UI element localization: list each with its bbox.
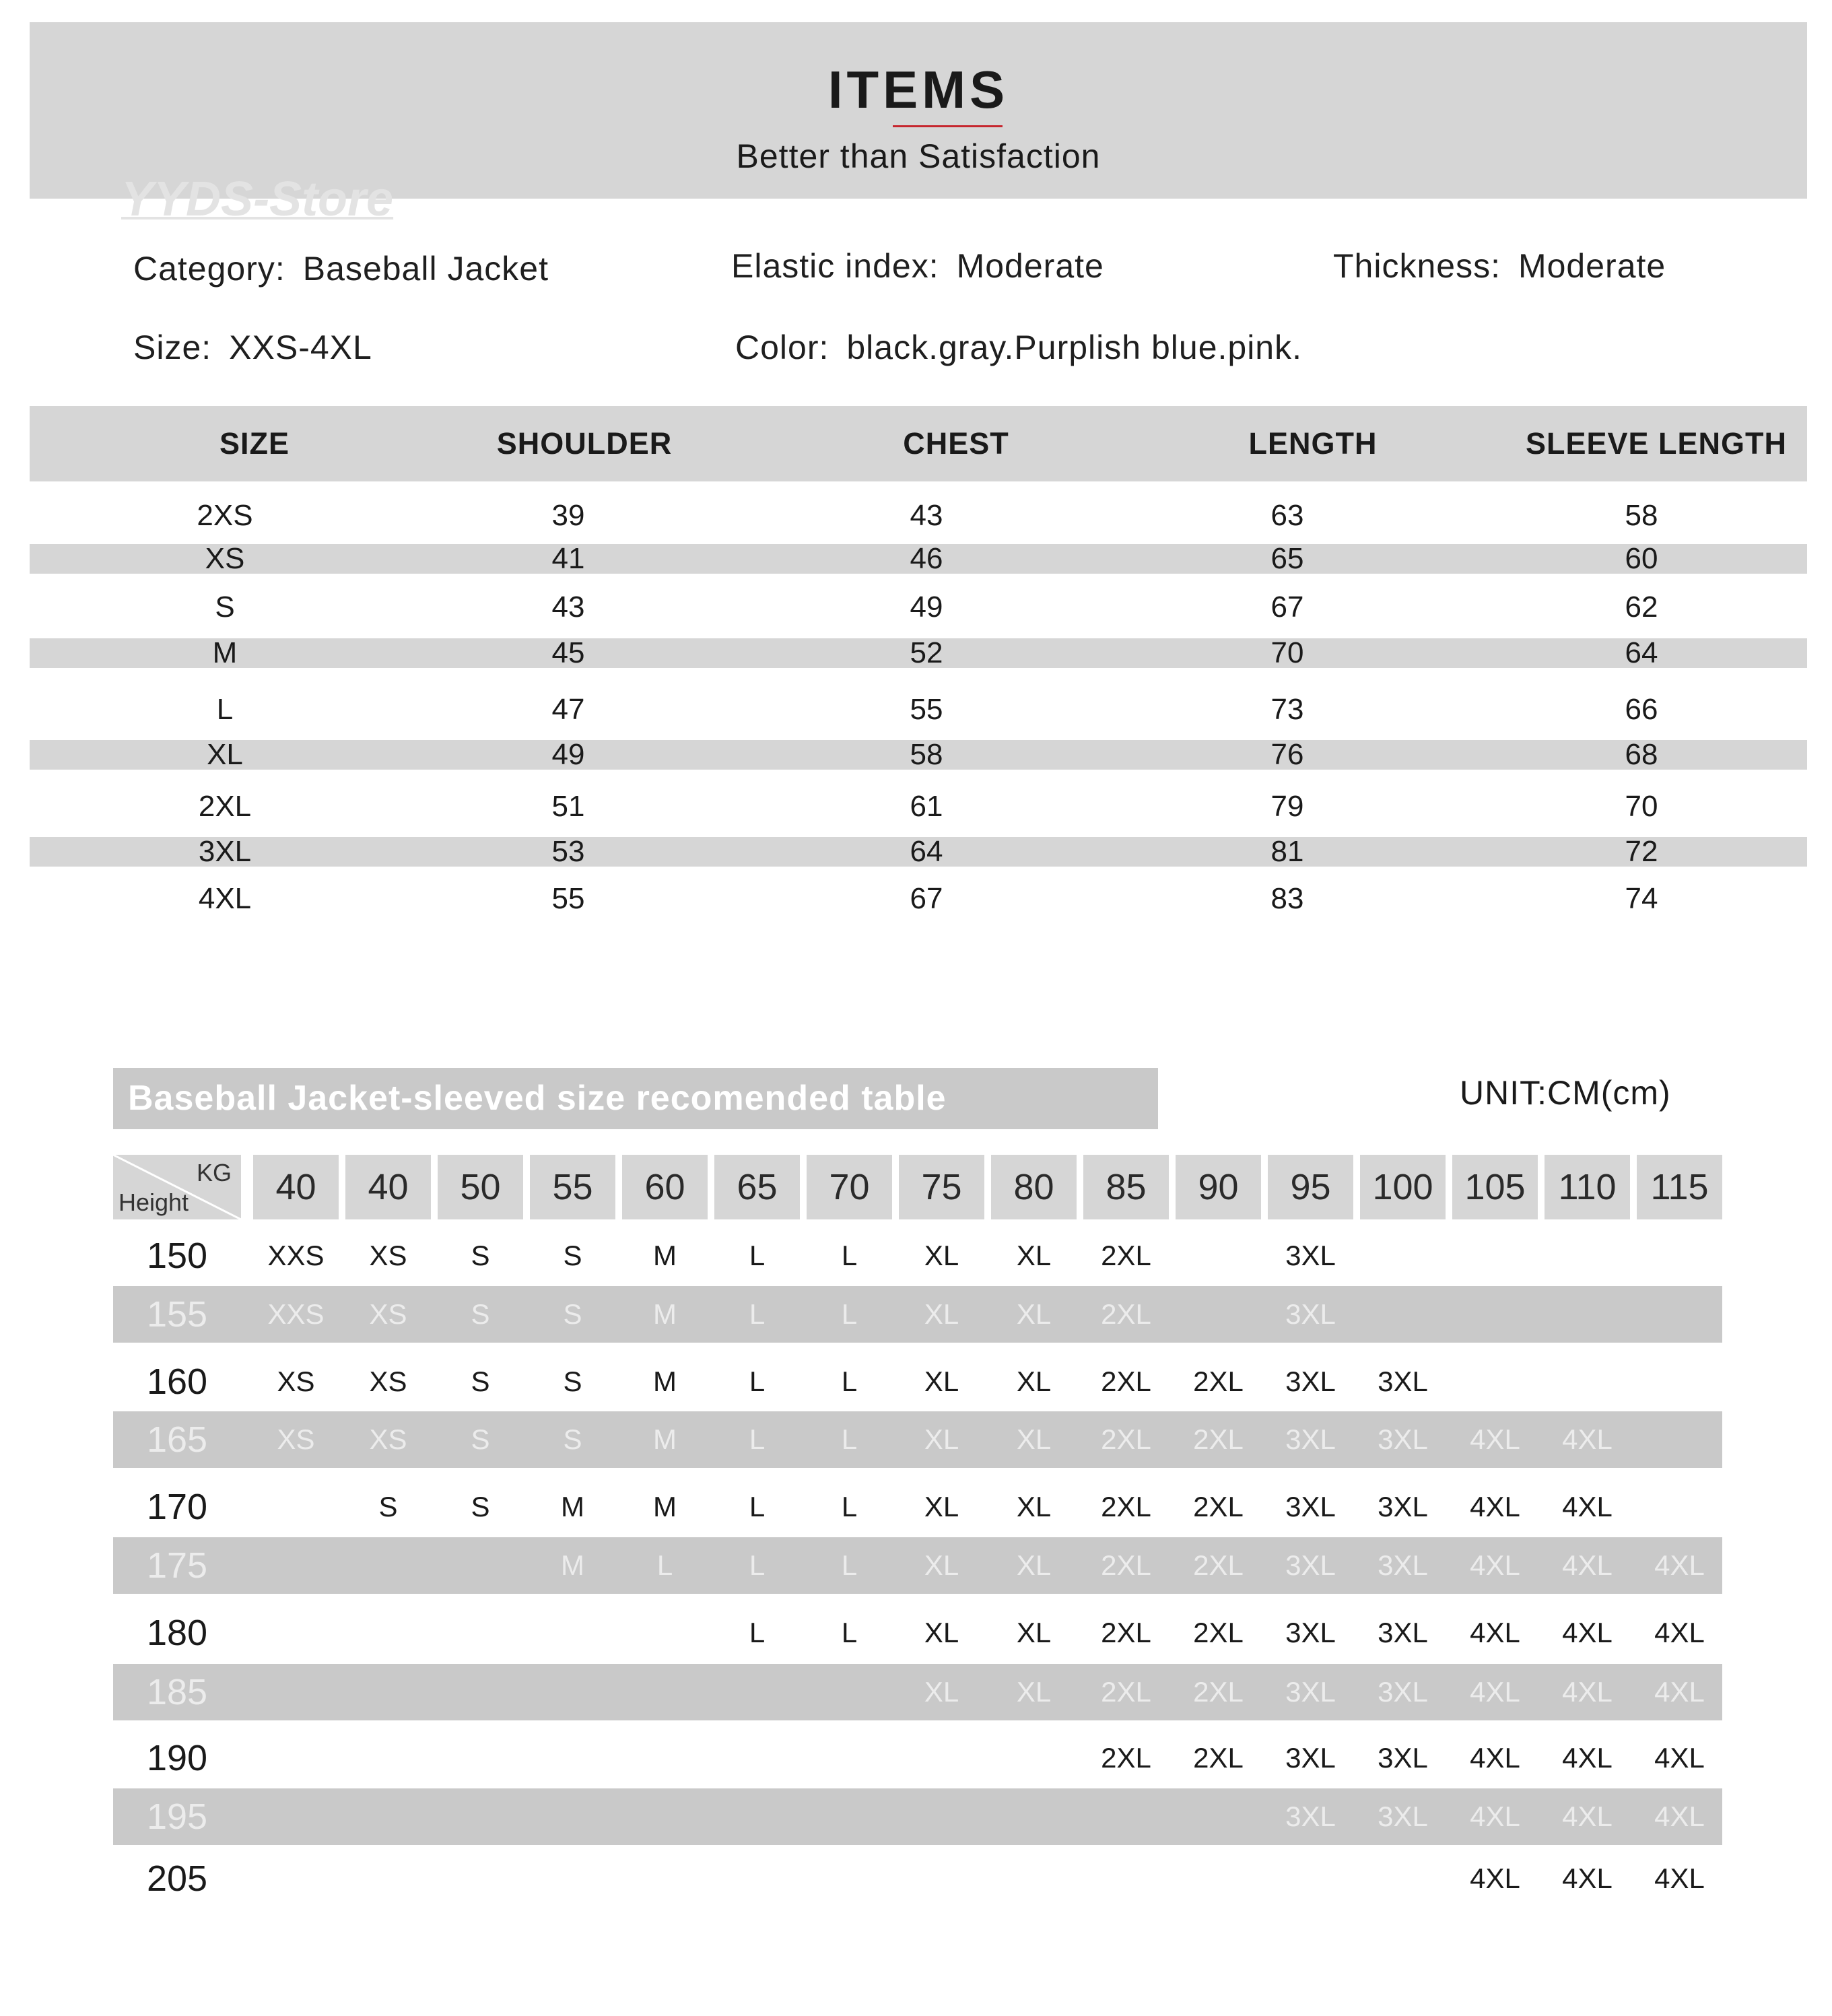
recommend-row <box>113 1605 1722 1661</box>
recommend-row <box>113 1537 1722 1594</box>
recommended-size-cell: 2XL <box>1101 1742 1151 1774</box>
recommended-size-cell <box>530 1730 615 1786</box>
recommended-size-cell: 4XL <box>1654 1742 1705 1774</box>
recommended-size-cell <box>1176 1286 1261 1343</box>
recommended-size-cell <box>1637 1286 1722 1343</box>
recommended-size-cell <box>530 1605 615 1661</box>
measurement-cell: 51 <box>551 790 585 823</box>
recommended-size-cell: 4XL <box>1470 1617 1520 1648</box>
spec-color-label: Color: <box>735 329 829 366</box>
recommended-size-cell: XL <box>1016 1298 1052 1330</box>
recommended-size-cell <box>345 1850 431 1907</box>
recommended-size-cell: S <box>471 1491 490 1522</box>
recommended-size-cell: L <box>841 1617 858 1648</box>
recommended-size-cell <box>899 1788 984 1845</box>
weight-header-cell: 55 <box>530 1155 615 1219</box>
weight-header-cell: 80 <box>991 1155 1077 1219</box>
recommended-size-cell: S <box>378 1491 398 1522</box>
recommended-size-cell: L <box>841 1366 858 1397</box>
recommended-size-cell: 4XL <box>1654 1549 1705 1581</box>
recommended-size-cell: 3XL <box>1285 1801 1336 1832</box>
recommended-size-cell: M <box>653 1240 677 1271</box>
measurement-row <box>30 837 1807 867</box>
measurement-row <box>30 685 1807 734</box>
measurement-cell: 62 <box>1625 591 1658 624</box>
recommended-size-cell: 3XL <box>1378 1676 1428 1708</box>
recommended-size-cell: XL <box>924 1423 959 1455</box>
recommended-size-cell <box>253 1479 339 1535</box>
measurement-cell: 58 <box>1625 499 1658 532</box>
page-title: ITEMS <box>827 60 1009 119</box>
measurement-cell: 81 <box>1270 835 1304 868</box>
height-cell: 185 <box>146 1672 208 1712</box>
recommended-size-cell: 2XL <box>1193 1491 1244 1522</box>
recommended-size-cell <box>345 1664 431 1720</box>
weight-header-cell: 40 <box>253 1155 339 1219</box>
recommended-size-cell: S <box>563 1366 582 1397</box>
size-cell: XS <box>205 542 245 575</box>
recommended-size-cell <box>530 1788 615 1845</box>
recommended-size-cell: XXS <box>267 1298 325 1330</box>
recommended-size-cell <box>1452 1286 1538 1343</box>
measurement-table-header <box>30 406 1807 481</box>
recommended-size-cell <box>438 1730 523 1786</box>
recommend-table-banner <box>113 1068 1158 1129</box>
recommended-size-cell: 4XL <box>1654 1676 1705 1708</box>
measurement-cell: 55 <box>551 882 585 915</box>
recommended-size-cell: 2XL <box>1101 1617 1151 1648</box>
spec-thickness <box>1333 246 1666 285</box>
recommended-size-cell: 3XL <box>1285 1423 1336 1455</box>
recommended-size-cell: 3XL <box>1285 1676 1336 1708</box>
recommended-size-cell <box>1360 1850 1446 1907</box>
recommended-size-cell: S <box>563 1240 582 1271</box>
weight-header-cell: 50 <box>438 1155 523 1219</box>
recommended-size-cell: XL <box>924 1298 959 1330</box>
recommended-size-cell <box>622 1605 708 1661</box>
recommended-size-cell <box>1083 1850 1169 1907</box>
measurement-cell: 67 <box>1270 591 1304 624</box>
measurement-row <box>30 786 1807 827</box>
recommended-size-cell <box>1176 1788 1261 1845</box>
recommended-size-cell <box>345 1788 431 1845</box>
recommended-size-cell: XXS <box>267 1240 325 1271</box>
measurement-cell: 72 <box>1625 835 1658 868</box>
recommended-size-cell <box>253 1730 339 1786</box>
recommended-size-cell: 2XL <box>1193 1549 1244 1581</box>
measurement-cell: 70 <box>1270 636 1304 669</box>
measurement-cell: 41 <box>551 542 585 575</box>
recommended-size-cell: L <box>749 1491 766 1522</box>
measurement-cell: 58 <box>910 738 943 771</box>
height-cell: 190 <box>146 1738 208 1778</box>
recommended-size-cell: 3XL <box>1378 1549 1428 1581</box>
spec-size-value: XXS-4XL <box>229 329 372 366</box>
recommended-size-cell: 3XL <box>1285 1549 1336 1581</box>
recommended-size-cell: S <box>471 1240 490 1271</box>
recommended-size-cell: 4XL <box>1470 1676 1520 1708</box>
spec-color-value: black.gray.Purplish blue.pink. <box>846 329 1303 366</box>
weight-header-cell: 75 <box>899 1155 984 1219</box>
weight-header-cell: 110 <box>1545 1155 1630 1219</box>
height-cell: 155 <box>146 1294 208 1335</box>
recommended-size-cell: 4XL <box>1562 1549 1613 1581</box>
recommended-size-cell: M <box>653 1366 677 1397</box>
recommended-size-cell: XL <box>924 1676 959 1708</box>
recommended-size-cell: 3XL <box>1378 1742 1428 1774</box>
recommended-size-cell <box>345 1605 431 1661</box>
recommended-size-cell: M <box>653 1423 677 1455</box>
recommended-size-cell: XL <box>1016 1240 1052 1271</box>
recommended-size-cell: 3XL <box>1285 1617 1336 1648</box>
measurement-row <box>30 638 1807 668</box>
recommended-size-cell <box>1637 1228 1722 1284</box>
spec-category-value: Baseball Jacket <box>302 250 549 288</box>
recommended-size-cell: 4XL <box>1654 1801 1705 1832</box>
recommended-size-cell: 4XL <box>1562 1862 1613 1894</box>
recommended-size-cell: L <box>749 1617 766 1648</box>
recommend-row <box>113 1479 1722 1535</box>
recommended-size-cell: M <box>653 1491 677 1522</box>
header-sleeve-length: SLEEVE LENGTH <box>1525 426 1788 461</box>
spec-category <box>133 249 549 288</box>
measurement-cell: 64 <box>1625 636 1658 669</box>
recommended-size-cell: M <box>561 1491 584 1522</box>
recommended-size-cell: 2XL <box>1101 1491 1151 1522</box>
spec-thickness-label: Thickness: <box>1333 247 1501 285</box>
recommended-size-cell: 3XL <box>1285 1491 1336 1522</box>
weight-header-cell: 115 <box>1637 1155 1722 1219</box>
measurement-cell: 52 <box>910 636 943 669</box>
recommended-size-cell: S <box>471 1423 490 1455</box>
recommended-size-cell: 2XL <box>1193 1742 1244 1774</box>
recommended-size-cell <box>438 1850 523 1907</box>
recommended-size-cell <box>438 1788 523 1845</box>
recommended-size-cell: XS <box>277 1366 315 1397</box>
size-cell: 2XL <box>198 790 252 823</box>
recommended-size-cell <box>253 1537 339 1594</box>
height-cell: 195 <box>146 1796 208 1837</box>
measurement-cell: 55 <box>910 693 943 726</box>
measurement-cell: 53 <box>551 835 585 868</box>
recommended-size-cell: 4XL <box>1470 1423 1520 1455</box>
size-cell: L <box>216 693 234 726</box>
recommended-size-cell: 4XL <box>1470 1491 1520 1522</box>
measurement-cell: 45 <box>551 636 585 669</box>
recommended-size-cell: 2XL <box>1101 1298 1151 1330</box>
recommended-size-cell: L <box>841 1240 858 1271</box>
recommended-size-cell: M <box>561 1549 584 1581</box>
recommended-size-cell: 3XL <box>1378 1366 1428 1397</box>
recommended-size-cell <box>1083 1788 1169 1845</box>
measurement-cell: 68 <box>1625 738 1658 771</box>
recommended-size-cell <box>622 1664 708 1720</box>
spec-thickness-value: Moderate <box>1518 247 1666 285</box>
measurement-cell: 79 <box>1270 790 1304 823</box>
header-shoulder: SHOULDER <box>496 426 673 461</box>
recommended-size-cell: 4XL <box>1470 1862 1520 1894</box>
measurement-cell: 49 <box>910 591 943 624</box>
corner-height-label: Height <box>118 1188 189 1216</box>
recommended-size-cell <box>714 1850 800 1907</box>
recommended-size-cell: 4XL <box>1470 1549 1520 1581</box>
spec-color <box>735 328 1302 367</box>
spec-elastic-value: Moderate <box>956 247 1104 285</box>
recommended-size-cell <box>622 1788 708 1845</box>
size-cell: S <box>215 591 235 624</box>
size-cell: XL <box>207 738 243 771</box>
recommended-size-cell <box>807 1788 892 1845</box>
recommended-size-cell <box>438 1537 523 1594</box>
measurement-row <box>30 544 1807 574</box>
recommended-size-cell <box>1268 1850 1353 1907</box>
weight-header-cell: 105 <box>1452 1155 1538 1219</box>
recommended-size-cell: S <box>471 1298 490 1330</box>
recommended-size-cell: 4XL <box>1654 1617 1705 1648</box>
weight-header-cell: 85 <box>1083 1155 1169 1219</box>
header-size: SIZE <box>219 426 290 461</box>
recommended-size-cell <box>530 1664 615 1720</box>
height-cell: 180 <box>146 1613 208 1653</box>
recommended-size-cell: 2XL <box>1193 1423 1244 1455</box>
unit-label: UNIT:CM(cm) <box>1460 1074 1671 1112</box>
recommended-size-cell <box>253 1664 339 1720</box>
measurement-cell: 63 <box>1270 499 1304 532</box>
store-watermark: YYDS-Store <box>121 172 394 226</box>
recommended-size-cell: L <box>749 1423 766 1455</box>
spec-category-label: Category: <box>133 250 285 288</box>
measurement-row <box>30 587 1807 628</box>
recommend-row <box>113 1228 1722 1284</box>
recommended-size-cell: L <box>749 1240 766 1271</box>
recommended-size-cell: XL <box>1016 1549 1052 1581</box>
recommended-size-cell: XL <box>924 1491 959 1522</box>
recommended-size-cell: 4XL <box>1562 1742 1613 1774</box>
recommended-size-cell: 3XL <box>1285 1366 1336 1397</box>
kg-height-corner-cell <box>113 1155 241 1219</box>
height-cell: 160 <box>146 1362 208 1402</box>
recommended-size-cell: XL <box>924 1549 959 1581</box>
recommended-size-cell: 3XL <box>1378 1617 1428 1648</box>
spec-size-label: Size: <box>133 329 212 366</box>
recommended-size-cell: XL <box>924 1617 959 1648</box>
measurement-row <box>30 498 1807 533</box>
size-cell: 4XL <box>198 882 252 915</box>
recommended-size-cell: L <box>749 1549 766 1581</box>
weight-header-cell: 40 <box>345 1155 431 1219</box>
recommended-size-cell <box>714 1788 800 1845</box>
weight-header-cell: 95 <box>1268 1155 1353 1219</box>
recommended-size-cell: XL <box>1016 1491 1052 1522</box>
spec-elastic <box>731 246 1104 285</box>
measurement-cell: 43 <box>551 591 585 624</box>
height-cell: 150 <box>146 1236 208 1276</box>
recommended-size-cell <box>253 1605 339 1661</box>
recommend-row <box>113 1850 1722 1907</box>
recommended-size-cell <box>1452 1353 1538 1410</box>
measurement-cell: 76 <box>1270 738 1304 771</box>
recommended-size-cell: 2XL <box>1101 1366 1151 1397</box>
recommended-size-cell: 2XL <box>1101 1240 1151 1271</box>
weight-header-cell: 100 <box>1360 1155 1446 1219</box>
measurement-cell: 43 <box>910 499 943 532</box>
corner-kg-label: KG <box>196 1159 232 1186</box>
measurement-cell: 49 <box>551 738 585 771</box>
recommended-size-cell: 2XL <box>1101 1549 1151 1581</box>
header-length: LENGTH <box>1248 426 1378 461</box>
recommended-size-cell <box>899 1850 984 1907</box>
measurement-cell: 64 <box>910 835 943 868</box>
title-underline <box>893 125 1003 127</box>
recommended-size-cell: 3XL <box>1378 1491 1428 1522</box>
measurement-cell: 67 <box>910 882 943 915</box>
recommend-table-title: Baseball Jacket-sleeved size recomended table <box>128 1079 947 1118</box>
recommended-size-cell: XL <box>924 1240 959 1271</box>
recommended-size-cell <box>714 1730 800 1786</box>
recommended-size-cell: XL <box>1016 1617 1052 1648</box>
recommend-row <box>113 1788 1722 1845</box>
recommended-size-cell: XL <box>924 1366 959 1397</box>
recommended-size-cell <box>1360 1228 1446 1284</box>
recommended-size-cell <box>438 1664 523 1720</box>
height-cell: 170 <box>146 1487 208 1527</box>
recommended-size-cell <box>991 1788 1077 1845</box>
recommended-size-cell <box>991 1850 1077 1907</box>
recommended-size-cell <box>1545 1353 1630 1410</box>
recommended-size-cell <box>253 1788 339 1845</box>
measurement-row <box>30 740 1807 770</box>
recommended-size-cell: XL <box>1016 1366 1052 1397</box>
recommended-size-cell: S <box>563 1298 582 1330</box>
recommended-size-cell <box>345 1537 431 1594</box>
recommended-size-cell: 3XL <box>1285 1298 1336 1330</box>
spec-elastic-label: Elastic index: <box>731 247 939 285</box>
weight-header-cell: 90 <box>1176 1155 1261 1219</box>
recommended-size-cell <box>530 1850 615 1907</box>
recommended-size-cell: XS <box>369 1240 407 1271</box>
recommended-size-cell <box>253 1850 339 1907</box>
recommended-size-cell <box>714 1664 800 1720</box>
measurement-cell: 83 <box>1270 882 1304 915</box>
recommend-row <box>113 1353 1722 1410</box>
recommended-size-cell <box>1176 1228 1261 1284</box>
recommended-size-cell: 3XL <box>1285 1742 1336 1774</box>
recommended-size-cell: S <box>471 1366 490 1397</box>
recommended-size-cell: XS <box>369 1298 407 1330</box>
recommended-size-cell: 2XL <box>1193 1676 1244 1708</box>
recommended-size-cell <box>1452 1228 1538 1284</box>
recommended-size-cell <box>622 1850 708 1907</box>
recommended-size-cell: 3XL <box>1378 1801 1428 1832</box>
height-cell: 165 <box>146 1419 208 1460</box>
recommended-size-cell: 3XL <box>1378 1423 1428 1455</box>
recommended-size-cell: XS <box>369 1366 407 1397</box>
recommended-size-cell: 4XL <box>1562 1676 1613 1708</box>
measurement-cell: 73 <box>1270 693 1304 726</box>
header-chest: CHEST <box>903 426 1009 461</box>
recommended-size-cell: M <box>653 1298 677 1330</box>
measurement-cell: 66 <box>1625 693 1658 726</box>
page-subtitle: Better than Satisfaction <box>736 137 1101 175</box>
size-cell: M <box>212 636 238 669</box>
recommended-size-cell: 2XL <box>1193 1366 1244 1397</box>
measurement-cell: 74 <box>1625 882 1658 915</box>
recommended-size-cell <box>1545 1286 1630 1343</box>
recommended-size-cell: 4XL <box>1654 1862 1705 1894</box>
measurement-row <box>30 879 1807 919</box>
measurement-cell: 47 <box>551 693 585 726</box>
weight-header-cell: 60 <box>622 1155 708 1219</box>
recommended-size-cell <box>899 1730 984 1786</box>
recommended-size-cell: S <box>563 1423 582 1455</box>
recommend-row <box>113 1411 1722 1468</box>
recommended-size-cell: 4XL <box>1470 1742 1520 1774</box>
recommended-size-cell: L <box>749 1298 766 1330</box>
recommended-size-cell <box>807 1664 892 1720</box>
recommended-size-cell: XL <box>1016 1423 1052 1455</box>
recommend-row <box>113 1730 1722 1786</box>
recommended-size-cell: 4XL <box>1562 1423 1613 1455</box>
recommended-size-cell: 4XL <box>1562 1801 1613 1832</box>
recommended-size-cell <box>991 1730 1077 1786</box>
recommended-size-cell: L <box>841 1423 858 1455</box>
recommended-size-cell: 2XL <box>1101 1676 1151 1708</box>
size-cell: 3XL <box>198 835 252 868</box>
recommended-size-cell <box>1637 1411 1722 1468</box>
recommended-size-cell: L <box>841 1491 858 1522</box>
recommended-size-cell: 4XL <box>1470 1801 1520 1832</box>
recommended-size-cell <box>345 1730 431 1786</box>
measurement-cell: 39 <box>551 499 585 532</box>
recommended-size-cell <box>1176 1850 1261 1907</box>
height-cell: 175 <box>146 1545 208 1586</box>
recommended-size-cell: L <box>841 1298 858 1330</box>
recommended-size-cell <box>622 1730 708 1786</box>
recommended-size-cell: 4XL <box>1562 1491 1613 1522</box>
recommended-size-cell <box>807 1730 892 1786</box>
recommended-size-cell: 2XL <box>1101 1423 1151 1455</box>
recommended-size-cell: L <box>841 1549 858 1581</box>
size-cell: 2XS <box>197 499 253 532</box>
recommended-size-cell <box>438 1605 523 1661</box>
recommended-size-cell <box>1545 1228 1630 1284</box>
recommended-size-cell: 2XL <box>1193 1617 1244 1648</box>
recommended-size-cell <box>807 1850 892 1907</box>
recommended-size-cell: L <box>656 1549 673 1581</box>
recommended-size-cell: 3XL <box>1285 1240 1336 1271</box>
weight-header-cell: 65 <box>714 1155 800 1219</box>
recommended-size-cell: 4XL <box>1562 1617 1613 1648</box>
recommended-size-cell <box>1360 1286 1446 1343</box>
measurement-cell: 46 <box>910 542 943 575</box>
recommended-size-cell: XS <box>277 1423 315 1455</box>
recommended-size-cell: XS <box>369 1423 407 1455</box>
recommended-size-cell <box>1637 1353 1722 1410</box>
measurement-cell: 60 <box>1625 542 1658 575</box>
height-cell: 205 <box>146 1858 208 1899</box>
spec-size <box>133 328 372 367</box>
measurement-cell: 65 <box>1270 542 1304 575</box>
recommend-row <box>113 1286 1722 1343</box>
recommended-size-cell: XL <box>1016 1676 1052 1708</box>
measurement-cell: 70 <box>1625 790 1658 823</box>
weight-header-cell: 70 <box>807 1155 892 1219</box>
recommend-row <box>113 1664 1722 1720</box>
measurement-cell: 61 <box>910 790 943 823</box>
recommended-size-cell <box>1637 1479 1722 1535</box>
recommended-size-cell: L <box>749 1366 766 1397</box>
